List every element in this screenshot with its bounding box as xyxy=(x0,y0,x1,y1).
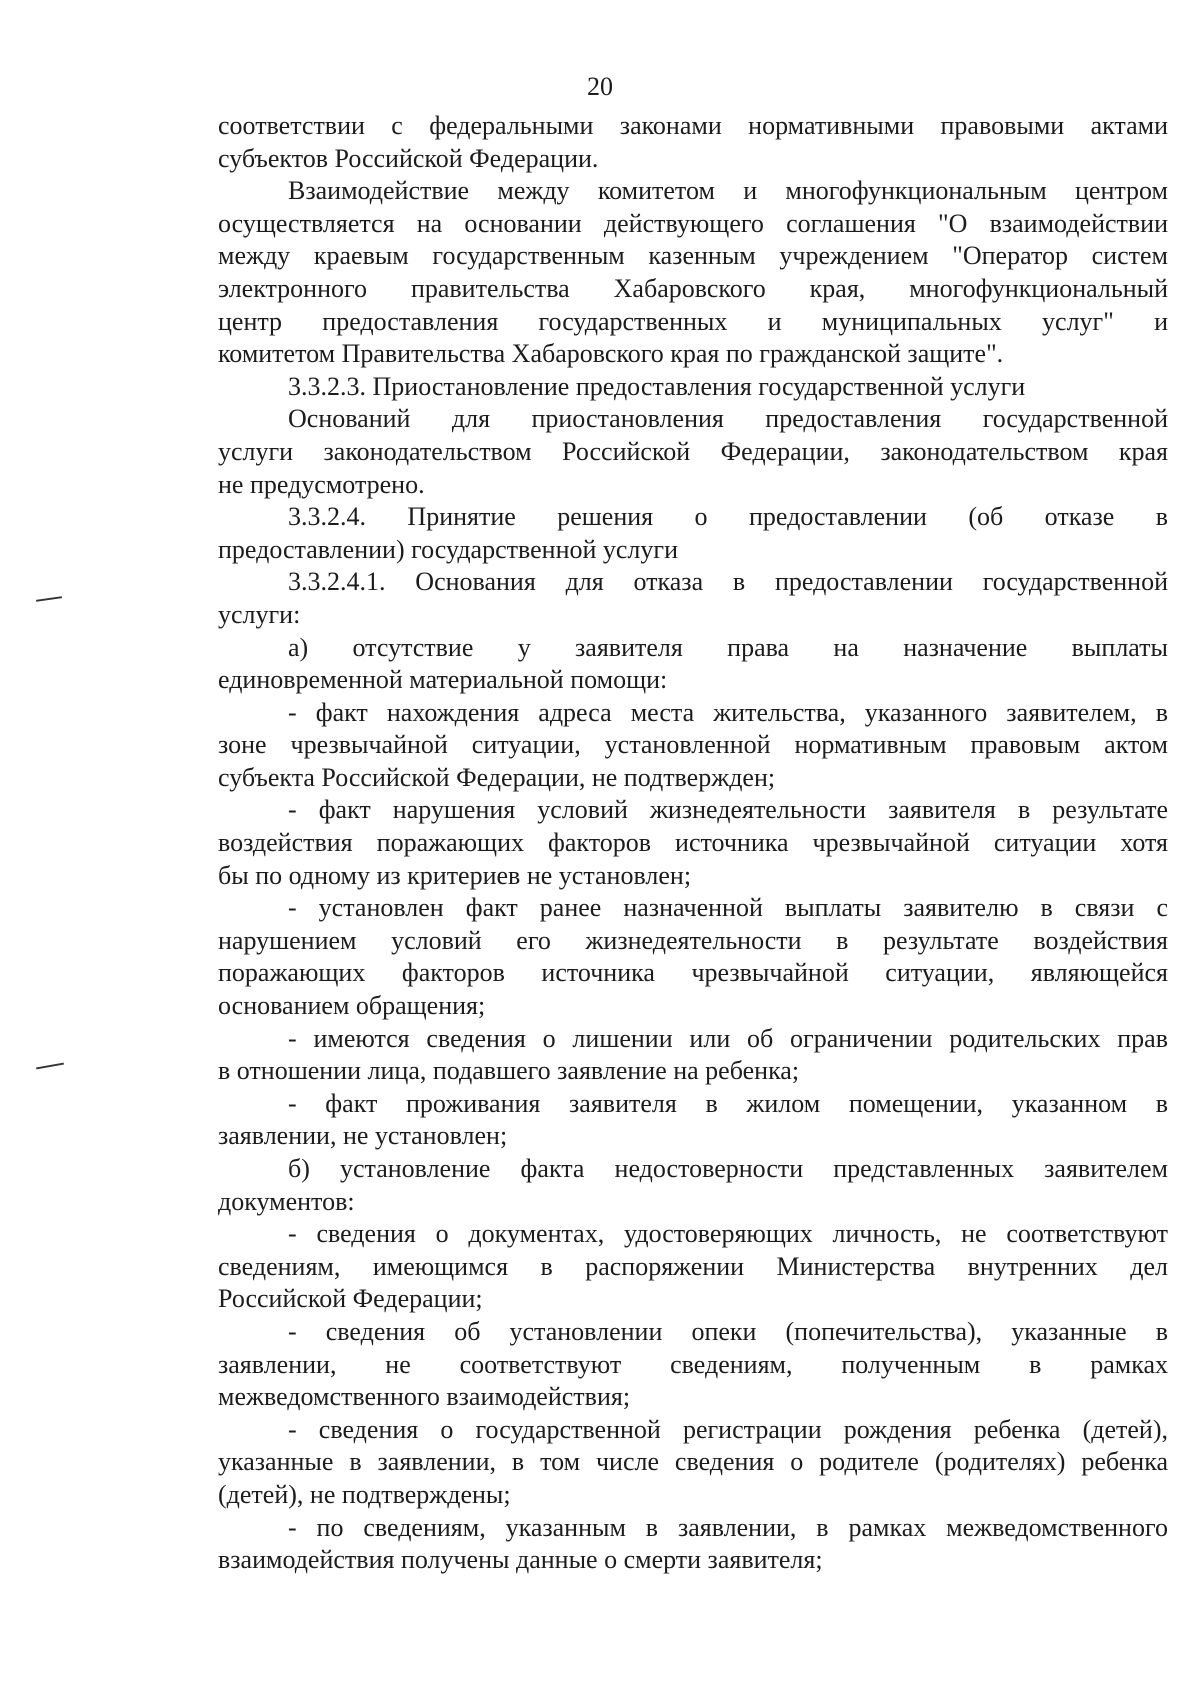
text-line: указанные в заявлении, в том числе сведения о родителе (родителях) ребенка xyxy=(218,1447,1168,1477)
text-line: - сведения об установлении опеки (попечительства), указанные в xyxy=(288,1316,1168,1346)
text-line: а) отсутствие у заявителя права на назначение выплаты xyxy=(288,632,1168,662)
text-line: комитетом Правительства Хабаровского края по гражданской защите". xyxy=(218,339,1004,369)
text-line: основанием обращения; xyxy=(218,991,486,1021)
text-line: бы по одному из критериев не установлен; xyxy=(218,860,692,890)
text-line: заявлении, не соответствуют сведениям, полученным в рамках xyxy=(218,1349,1168,1379)
text-line: 3.3.2.4. Принятие решения о предоставлении (об отказе в xyxy=(288,502,1168,532)
document-body xyxy=(218,110,1168,1577)
text-line: 3.3.2.3. Приостановление предоставления государственной услуги xyxy=(288,371,1026,401)
text-line: - сведения о государственной регистрации рождения ребенка (детей), xyxy=(288,1414,1168,1444)
text-line: воздействия поражающих факторов источника чрезвычайной ситуации хотя xyxy=(218,828,1168,858)
text-line: Российской Федерации; xyxy=(218,1284,483,1314)
text-line: сведениям, имеющимся в распоряжении Министерства внутренних дел xyxy=(218,1251,1168,1281)
text-line: (детей), не подтверждены; xyxy=(218,1479,511,1509)
text-line: - имеются сведения о лишении или об ограничении родительских прав xyxy=(288,1023,1168,1053)
margin-pen-mark xyxy=(36,596,62,602)
text-line: - сведения о документах, удостоверяющих личность, не соответствуют xyxy=(288,1219,1168,1249)
text-line: Оснований для приостановления предоставления государственной xyxy=(288,404,1168,434)
margin-pen-mark xyxy=(36,1063,64,1070)
text-line: - факт нарушения условий жизнедеятельности заявителя в результате xyxy=(288,795,1168,825)
text-line: единовременной материальной помощи: xyxy=(218,665,668,695)
text-line: электронного правительства Хабаровского края, многофункциональный xyxy=(218,273,1168,303)
text-line: - по сведениям, указанным в заявлении, в рамках межведомственного xyxy=(288,1512,1168,1542)
text-line: Взаимодействие между комитетом и многофункциональным центром xyxy=(288,176,1168,206)
text-line: субъекта Российской Федерации, не подтвержден; xyxy=(218,762,776,792)
text-line: услуги: xyxy=(218,599,301,629)
text-line: б) установление факта недостоверности представленных заявителем xyxy=(288,1154,1168,1183)
text-line: - факт проживания заявителя в жилом помещении, указанном в xyxy=(288,1088,1168,1118)
text-line: не предусмотрено. xyxy=(218,469,425,499)
page-number: 20 xyxy=(587,72,613,101)
text-line: зоне чрезвычайной ситуации, установленной нормативным правовым актом xyxy=(218,730,1168,760)
text-line: услуги законодательством Российской Федерации, законодательством края xyxy=(218,436,1168,466)
text-line: заявлении, не установлен; xyxy=(218,1121,508,1151)
text-line: взаимодействия получены данные о смерти заявителя; xyxy=(218,1545,823,1575)
text-line: центр предоставления государственных и муниципальных услуг" и xyxy=(218,306,1168,336)
text-line: субъектов Российской Федерации. xyxy=(218,143,599,173)
text-line: 3.3.2.4.1. Основания для отказа в предоставлении государственной xyxy=(288,567,1168,597)
text-line: соответствии с федеральными законами нормативными правовыми актами xyxy=(218,111,1168,140)
text-line: нарушением условий его жизнедеятельности в результате воздействия xyxy=(218,925,1168,955)
text-line: межведомственного взаимодействия; xyxy=(218,1382,631,1412)
text-line: - установлен факт ранее назначенной выплаты заявителю в связи с xyxy=(288,893,1168,923)
text-line: - факт нахождения адреса места жительства, указанного заявителем, в xyxy=(288,697,1168,727)
text-line: между краевым государственным казенным учреждением "Оператор систем xyxy=(218,241,1168,271)
text-line: предоставлении) государственной услуги xyxy=(218,534,678,564)
text-line: документов: xyxy=(218,1186,355,1216)
text-line: осуществляется на основании действующего соглашения "О взаимодействии xyxy=(218,208,1168,238)
text-line: поражающих факторов источника чрезвычайной ситуации, являющейся xyxy=(218,958,1168,988)
text-line: в отношении лица, подавшего заявление на ребенка; xyxy=(218,1056,800,1086)
